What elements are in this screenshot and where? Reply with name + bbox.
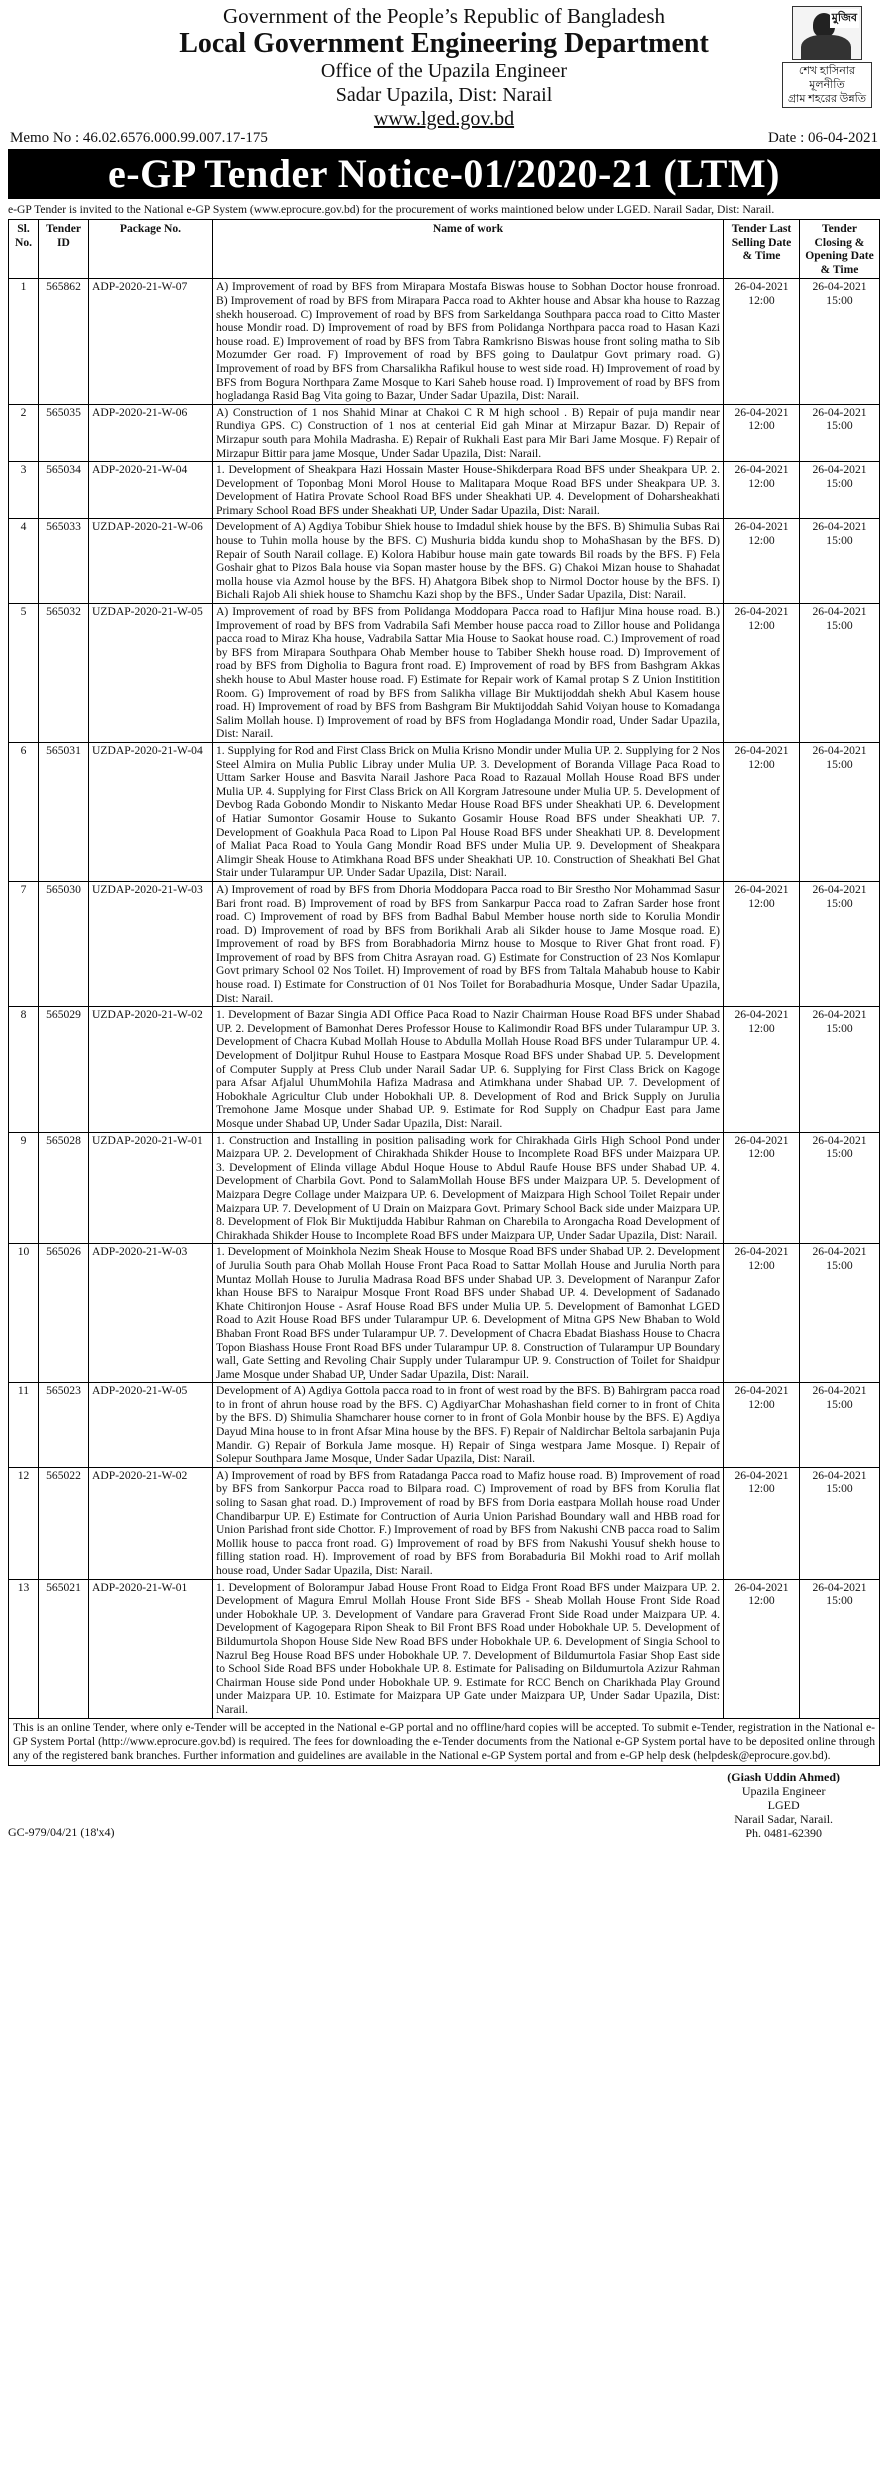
row-package: UZDAP-2020-21-W-06 [89,519,213,604]
row-tender-id: 565031 [39,742,89,881]
row-last-selling [724,742,800,881]
row-closing [800,1383,880,1468]
row-last-selling [724,1383,800,1468]
logo-word: মুজিব [830,9,859,28]
row-closing-time: 15:00 [826,896,853,910]
row-closing [800,462,880,519]
row-closing [800,1244,880,1383]
office-line: Office of the Upazila Engineer [320,60,568,82]
row-last-selling-time: 12:00 [748,1147,775,1161]
row-package: UZDAP-2020-21-W-03 [89,881,213,1006]
row-sl: 10 [9,1244,39,1383]
row-last-selling-time: 12:00 [748,1258,775,1272]
row-tender-id: 565023 [39,1383,89,1468]
row-sl: 5 [9,604,39,743]
signature-block [8,1770,880,1840]
table-row [9,604,880,743]
government-line: Government of the People’s Republic of Bangladesh [222,4,666,28]
row-closing-date: 26-04-2021 [812,520,867,534]
row-closing [800,1579,880,1718]
row-last-selling-date: 26-04-2021 [734,520,789,534]
table-row [9,1244,880,1383]
signatory-designation: Upazila Engineer [741,1783,826,1798]
row-last-selling-date: 26-04-2021 [734,882,789,896]
row-last-selling [724,404,800,461]
row-tender-id: 565035 [39,404,89,461]
row-package: ADP-2020-21-W-01 [89,1579,213,1718]
row-package: UZDAP-2020-21-W-01 [89,1132,213,1244]
signatory-place: Narail Sadar, Narail. [734,1811,834,1826]
row-sl: 1 [9,279,39,404]
notice-title: e-GP Tender Notice-01/2020-21 (LTM) [8,149,880,199]
portrait-icon [792,6,862,60]
row-package: ADP-2020-21-W-05 [89,1383,213,1468]
row-closing-date: 26-04-2021 [812,405,867,419]
row-last-selling [724,1007,800,1132]
row-package: ADP-2020-21-W-06 [89,404,213,461]
signatory-org: LGED [767,1797,800,1812]
row-work: A) Improvement of road by BFS from Dhoria Moddopara Pacca road to Bir Srestho Nor Mohammad Sasur Bari front road. B) Improvement of road by BFS from Sankarpur Pacca road to Zafran Sarder hose front road. C) Improvement of road by BFS from Badhal Babul Member house north side to Korulia Mondir road. D) Improvement of road by BFS from Borikhali Arab ali Sikder house to Jame Mosque road. E) Improvement of road by BFS from Borabhadoria Mirnz house to Mosque to River Ghat front road. F) Improvement of road by BFS from Chitra Asrayan road. G) Estimate for Construction of 23 Nos Komlapur Govt primary School 02 Nos Toilet. H) Improvement of road by BFS from Taltala Mahabub house to Kabir house road. I) Estimate for Construction of 01 Nos Toilet for Borabadhuria Mosque, Under Sadar Upazila, Dist: Narail. [213,881,724,1006]
row-tender-id: 565032 [39,604,89,743]
memo-row [10,130,878,147]
location-line: Sadar Upazila, Dist: Narail [335,84,553,106]
row-last-selling-date: 26-04-2021 [734,1133,789,1147]
table-row [9,1007,880,1132]
header [8,0,880,138]
row-last-selling-date: 26-04-2021 [734,405,789,419]
row-work: A) Improvement of road by BFS from Polidanga Moddopara Pacca road to Hafijur Mina house road. B.) Improvement of road by BFS from Vadrabila Safi Member house pacca road to Zillor house and Polidanga pacca road to Miraz Kha house, Vadrabila Sattar Mia House to Saokat house road. C.) Improvement of road by BFS from Mirapara Southpara Ohab Member house to Tabiber Shekh house road. D) Improvement of road by BFS from Digholia to Bagura front road. E) Improvement of road by BFS from Bashgram Akkas shekh house to Abul Master house road. F) Estimate for Repair work of Kamal protap S Z Union Institition Room. G) Improvement of road by BFS from Salikha village Bir Muktijoddah shekh Abul Kasem house road. H) Improvement of road by BFS from Bashgram Bir Muktijoddah Sahid Voiyan house to Komadanga Salim Mollah house. I) Improvement of road by BFS from Hogladanga Mondir road, Under Sadar Upazila, Dist: Narail. [213,604,724,743]
row-closing-time: 15:00 [826,757,853,771]
row-sl: 9 [9,1132,39,1244]
table-row [9,1383,880,1468]
row-sl: 2 [9,404,39,461]
row-last-selling-time: 12:00 [748,476,775,490]
table-row [9,519,880,604]
row-last-selling-date: 26-04-2021 [734,605,789,619]
row-tender-id: 565030 [39,881,89,1006]
table-row [9,881,880,1006]
row-sl: 6 [9,742,39,881]
col-closing: Tender Closing & Opening Date & Time [800,220,880,279]
table-row [9,462,880,519]
mujib-logo [782,6,872,106]
row-closing [800,404,880,461]
row-last-selling-date: 26-04-2021 [734,1580,789,1594]
row-closing [800,1007,880,1132]
row-work: 1. Development of Sheakpara Hazi Hossain Master House-Shikderpara Road BFS under Sheakpara UP. 2. Development of Toponbag Moni Morol House to Malitapara Moque Road BFS under Sheakpara UP. 3. Development of Hatira Provate School Road BFS under Sheakhati UP. 4. Development of Doharsheakhati Primary School Road BFS under Sheakhati UP, Under Sadar Upazila, Dist: Narail. [213,462,724,519]
row-last-selling [724,1132,800,1244]
row-last-selling-time: 12:00 [748,534,775,548]
row-closing-date: 26-04-2021 [812,882,867,896]
row-closing-date: 26-04-2021 [812,463,867,477]
signatory [727,1770,840,1840]
row-last-selling [724,1579,800,1718]
row-tender-id: 565862 [39,279,89,404]
row-work: A) Improvement of road by BFS from Mirapara Mostafa Biswas house to Sobhan Doctor house fronroad. B) Improvement of road by BFS from Mirapara Pacca road to Akhter house and Absar kha house to Razzag shekh houseroad. C) Improvement of road by BFS from Sarkeldanga Southpara pacca road to Citto Master house Mondir road. D) Improvement of road by BFS from Polidanga Northpara pacca road to Hasan Kazi house road. E) Improvement of road by BFS from Tabra Ramkrisno Biswas house front soling matha to Sib Mozumder Ger road. F) Improvement of road by BFS going to Daulatpur Govt primary road. G) Improvement of road by BFS from Charsalikha Rafikul house to west side road. H) Improvement of road by BFS from Bogura Northpara Zame Mosque to Kari Saheb house road. I) Improvement of road by BFS from hogladanga Rasid Bag Vita going to Bazar, Under Sadar Upazila, Dist: Narail. [213,279,724,404]
row-closing [800,1467,880,1579]
row-closing-date: 26-04-2021 [812,1008,867,1022]
row-last-selling-date: 26-04-2021 [734,1468,789,1482]
row-closing-time: 15:00 [826,1147,853,1161]
row-sl: 7 [9,881,39,1006]
row-work: 1. Development of Bolorampur Jabad House Front Road to Eidga Front Road BFS under Maizpara UP. 2. Development of Magura Emrul Mollah House Front Side BFS - Sheab Mollah House Front Side Road under Hobokhale UP. 3. Development of Vandare para Graverad Front Side Road under Maizpara UP. 4. Development of Kagogepara Ripon Sheak to Bil Front BFS Road under Hobokhale UP. 5. Development of Bildumurtola Shopon House Side New Road BFS under Hobokhale UP. 6. Development of Singia School to Nazrul Beg House Road BFS under Hobokhale UP. 7. Development of Bildumurtola Fasiar Shop East side to School Side Road BFS under Hobokhale UP. 8. Estimate for Palisading on Bildumurtola Azizur Rahman Chairman House side Pond under Hobokhale UP. 9. Estimate for RCC Bench on Charikhada Play Ground under Maizpara UP. 10. Estimate for Maizpara UP Gate under Maizpara UP, Under Sadar Upazila, Dist: Narail. [213,1579,724,1718]
row-closing-time: 15:00 [826,1258,853,1272]
row-last-selling-time: 12:00 [748,618,775,632]
row-closing [800,742,880,881]
col-package: Package No. [89,220,213,279]
row-closing [800,279,880,404]
tender-notice-page [8,0,880,1840]
row-last-selling [724,881,800,1006]
row-sl: 12 [9,1467,39,1579]
website-link[interactable]: www.lged.gov.bd [373,108,515,130]
row-tender-id: 565021 [39,1579,89,1718]
row-last-selling-time: 12:00 [748,757,775,771]
row-last-selling-time: 12:00 [748,1397,775,1411]
row-package: UZDAP-2020-21-W-04 [89,742,213,881]
col-last-selling: Tender Last Selling Date & Time [724,220,800,279]
row-closing-date: 26-04-2021 [812,1580,867,1594]
row-package: UZDAP-2020-21-W-05 [89,604,213,743]
row-last-selling-date: 26-04-2021 [734,1384,789,1398]
row-closing [800,881,880,1006]
row-sl: 3 [9,462,39,519]
table-row [9,742,880,881]
row-tender-id: 565033 [39,519,89,604]
table-row [9,279,880,404]
row-closing-time: 15:00 [826,618,853,632]
row-last-selling [724,462,800,519]
gc-reference: GC-979/04/21 (18'x4) [8,1824,115,1839]
row-package: UZDAP-2020-21-W-02 [89,1007,213,1132]
row-tender-id: 565028 [39,1132,89,1244]
row-work: A) Improvement of road by BFS from Ratadanga Pacca road to Mafiz house road. B) Improvement of road by BFS from Sankorpur Pacca road to Bilpara road. C) Improvement of road by BFS from Korulia flat soling to Sasan ghat road. D.) Improvement of road by BFS from Doria eastpara Mollah house road Under Chandibarpur UP. E) Estimate for Contruction of Auria Union Parishad Boundary wall and HBB road for Union Parishad front side Chottor. F.) Improvement of road by BFS from Nakushi CNB pacca road to Salim Mollik house to pacca front road. G) Improvement of road by BFS from Nakushi Yousuf shekh house to filling station road. H). Improvement of road by BFS from Borabaduria Bil Mokhi road to Arif mollah house road, Under Sadar Upazila, Dist: Narail. [213,1467,724,1579]
row-closing-date: 26-04-2021 [812,605,867,619]
row-closing-date: 26-04-2021 [812,1468,867,1482]
row-package: ADP-2020-21-W-07 [89,279,213,404]
signatory-phone: Ph. 0481-62390 [745,1825,822,1840]
table-row [9,1579,880,1718]
table-header-row [9,220,880,279]
row-work: Development of A) Agdiya Tobibur Shiek house to Imdadul shiek house by the BFS. B) Shimulia Subas Rai house to Tuhin molla house by the BFS. C) Mushuria bidda kundu shop to MohaShasan by the BFS. D) Repair of South Narail collage. E) Kolora Habibur house main gate towards Bil roads by the BFS. F) Fela Goshair ghat to Pizos Bala house via Sopan master house by the BFS. G) Chakoi Mizan house to Shahadat molla house via Azmol house by the BFS. H) Ahatgora Bibek shop to Nirmol Doctor house by the BFS. I) Bichali Rajob Ali shiek house to Shamchu Kazi shop by the BFS., Under Sadar Upazila, Dist: Narail. [213,519,724,604]
logo-caption [782,62,872,108]
row-sl: 8 [9,1007,39,1132]
row-closing [800,604,880,743]
row-closing-date: 26-04-2021 [812,280,867,294]
row-last-selling-time: 12:00 [748,293,775,307]
row-package: ADP-2020-21-W-04 [89,462,213,519]
row-work: A) Construction of 1 nos Shahid Minar at Chakoi C R M high school . B) Repair of puja mandir near Rundiya GPS. C) Construction of 1 nos at centerial Eid gah Minar at Mirzapur Bazar. D) Repair of Mirzapur south para Mohila Madrasha. E) Repair of Rukhali East para Mir Bari Jame Mosque. F) Repair of Mirzapur Bittir para jame Mosque, Under Sadar Upazila, Dist: Narail. [213,404,724,461]
row-closing-time: 15:00 [826,1021,853,1035]
row-work: 1. Supplying for Rod and First Class Brick on Mulia Krisno Mondir under Mulia UP. 2. Supplying for 2 Nos Steel Almira on Mulia Public Libray under Mulia UP. 3. Development of Boranda Village Paca Road to Uttam Sarker House and Basvita Narail Jashore Paca Road to Razaual Mollah House Road BFS under Mulia UP. 4. Supplying for First Class Brick on All Korgram Jatresoune under Mulia UP. 5. Development of Devbog Rada Gobondo Mondir to Niskanto Medar House Road BFS under Sheakhati UP. 6. Development of Hatiar Sumontor Gosamir House to Sukanto Gosamir House Road BFS under Sheakhati UP. 7. Development of Goakhula Paca Road to Lipon Pal House Road BFS under Sheakhati UP. 8. Development of Maliat Paca Road to Youla Gang Mondir Road BFS under Mulia UP. 9. Development of Sheakpara Alimgir Sheak House to Atimkhana Road BFS under Sheakhati UP. 10. Construction of Sheakhati Bel Ghat Stair under Tularampur UP. Under Sadar Upazila, Dist: Narail. [213,742,724,881]
row-last-selling [724,279,800,404]
row-work: 1. Development of Bazar Singia ADI Office Paca Road to Nazir Chairman House Road BFS under Shabad UP. 2. Development of Bamonhat Deres Professor House to Kalimondir Road BFS under Tularampur UP. 3. Development of Chacra Kubad Mollah House to Abdulla Mollah House Road BFS under Tularampur UP. 4. Development of Doljitpur Ruhul House to Eastpara Mosque Road BFS under Shabad UP. 5. Development of Computer Supply at Press Club under Narail Sadar UP. 6. Supplying for First Class Brick on Kagoge para Afsar Afjalul UhumMohila Hafiza Madrasa and Atimkhana under Shabad UP. 7. Development of Hobokhale Agricultur Club under Hobokhali UP. 8. Development of Rod and Brick Supply on Jurulia Tremohone Jame Mosque under Shabad UP. 9. Estimate for Rod Supply on Chadpur East para Jame Mosque under Shabad UP, Under Sadar Upazila, Dist: Narail. [213,1007,724,1132]
row-closing-time: 15:00 [826,1397,853,1411]
row-closing-time: 15:00 [826,1482,853,1496]
row-last-selling [724,604,800,743]
row-work: Development of A) Agdiya Gottola pacca road to in front of west road by the BFS. B) Bahirgram pacca road to in front of ahrun house road by the BFS. C) AgdiyarChar Mohashashan field corner to in front of Chita by the BFS. D) Shimulia Shamcharer house corner to in front of Gola Monbir house by the BFS. E) Agdiya Dayud Mina house to in front Afsar Mina house by the BFS. F) Repair of Naldirchar Beltola sarbajanin Puja Mandir. G) Repair of Borkula Jame mosque. H) Repair of Singa westpara Jame Mosque. I) Repair of Solepur Southpara Jame Mosque, Under Sadar Upazila, Dist: Narail. [213,1383,724,1468]
row-tender-id: 565029 [39,1007,89,1132]
row-closing [800,519,880,604]
row-closing-date: 26-04-2021 [812,1133,867,1147]
row-closing-time: 15:00 [826,476,853,490]
logo-caption-line1: শেখ হাসিনার মূলনীতি [798,65,856,91]
row-last-selling-date: 26-04-2021 [734,463,789,477]
row-last-selling-time: 12:00 [748,1021,775,1035]
row-last-selling-date: 26-04-2021 [734,1245,789,1259]
memo-number: Memo No : 46.02.6576.000.99.007.17-175 [10,130,268,146]
row-closing [800,1132,880,1244]
col-tender-id: Tender ID [39,220,89,279]
row-work: 1. Development of Moinkhola Nezim Sheak House to Mosque Road BFS under Shabad UP. 2. Development of Jurulia South para Ohab Mollah House Front Paca Road to Sattar Mollah House and Jurulia North para Muntaz Mollah House to Jurulia Madrasa Road BFS under Shabad UP. 3. Development of Naranpur Zafor khan House BFS to Naraipur Mosque Front Road BFS under Shabad UP. 4. Development of Sadanado Khate Chitironjon House - Asraf House Road BFS under Mulia UP. 5. Development of Bamonhat LGED Road to Azit House Road BFS under Tularampur UP. 6. Development of Mitna GPS New Bhaban to Wold Bhaban Front Road BFS under Tularampur UP. 7. Development of Chacra Ebadat Biashass House to Chacra Topon Biashass House Front Road BFS under Tularampur UP. 8. Construction of Tularampur UP Boundary wall, Gate Setting and Revoling Chair Supply under Tularampur UP. 9. Construction of Toilet for Shaidpur Jame Mosque under Shabad UP, Under Sadar Upazila, Dist: Narail. [213,1244,724,1383]
row-last-selling-time: 12:00 [748,1482,775,1496]
row-tender-id: 565034 [39,462,89,519]
row-closing-time: 15:00 [826,419,853,433]
row-sl: 4 [9,519,39,604]
memo-date: Date : 06-04-2021 [768,130,878,146]
row-closing-date: 26-04-2021 [812,1245,867,1259]
row-last-selling-date: 26-04-2021 [734,280,789,294]
row-tender-id: 565026 [39,1244,89,1383]
row-tender-id: 565022 [39,1467,89,1579]
row-last-selling [724,1467,800,1579]
row-last-selling-date: 26-04-2021 [734,1008,789,1022]
row-sl: 13 [9,1579,39,1718]
col-work: Name of work [213,220,724,279]
row-closing-time: 15:00 [826,534,853,548]
row-last-selling [724,519,800,604]
department-name: Local Government Engineering Department [179,28,709,59]
table-row [9,404,880,461]
row-sl: 11 [9,1383,39,1468]
col-sl: Sl. No. [9,220,39,279]
logo-caption-line2: গ্রাম শহরের উন্নতি [787,93,867,105]
row-last-selling-time: 12:00 [748,1594,775,1608]
row-last-selling-date: 26-04-2021 [734,743,789,757]
row-package: ADP-2020-21-W-02 [89,1467,213,1579]
row-closing-time: 15:00 [826,1594,853,1608]
table-row [9,1132,880,1244]
row-closing-date: 26-04-2021 [812,743,867,757]
intro-text: e-GP Tender is invited to the National e-GP System (www.eprocure.gov.bd) for the procurement of works maintioned below under LGED. Narail Sadar, Dist: Narail. [8,203,775,216]
row-work: 1. Construction and Installing in position palisading work for Chirakhada Girls High School Pond under Maizpara UP. 2. Development of Chirakhada Shikder House to Incomplete Road BFS under Maizpara UP. 3. Development of Elinda village Abdul Hoque House to Abdul Raufe House BFS under Shabad UP. 4. Development of Charbila Govt. Pond to SalamMollah House BFS under Maizpara UP. 5. Development of Maizpara Degre Collage under Maizpara UP. 6. Development of Maizpara High School Toilet Repair under Maizpara UP. 7. Development of U Drain on Maizpara Govt. Primary School Back side under Maizpara UP. 8. Development of Flok Bir Muktijudda Habibur Rahman on Charebila to Arongacha Road Development of Chirakhada Shikder House to Incomplete Road BFS under Maizpara UP, Under Sadar Upazila, Dist: Narail. [213,1132,724,1244]
row-package: ADP-2020-21-W-03 [89,1244,213,1383]
table-row [9,1467,880,1579]
row-closing-time: 15:00 [826,293,853,307]
row-last-selling-time: 12:00 [748,896,775,910]
footer-note: This is an online Tender, where only e-Tender will be accepted in the National e-GP portal and no offline/hard copies will be accepted. To submit e-Tender, registration in the National e-GP System Portal (http://www.eprocure.gov.bd) is required. The fees for downloading the e-Tender documents from the National e-GP System portal have to be deposited online through any of the registered bank branches. Further information and guidelines are available in the National e-GP System portal and from e-GP help desk (helpdesk@eprocure.gov.bd). [8,1719,880,1766]
tender-table [8,219,880,1719]
row-closing-date: 26-04-2021 [812,1384,867,1398]
signatory-name: (Giash Uddin Ahmed) [727,1769,840,1784]
row-last-selling-time: 12:00 [748,419,775,433]
row-last-selling [724,1244,800,1383]
